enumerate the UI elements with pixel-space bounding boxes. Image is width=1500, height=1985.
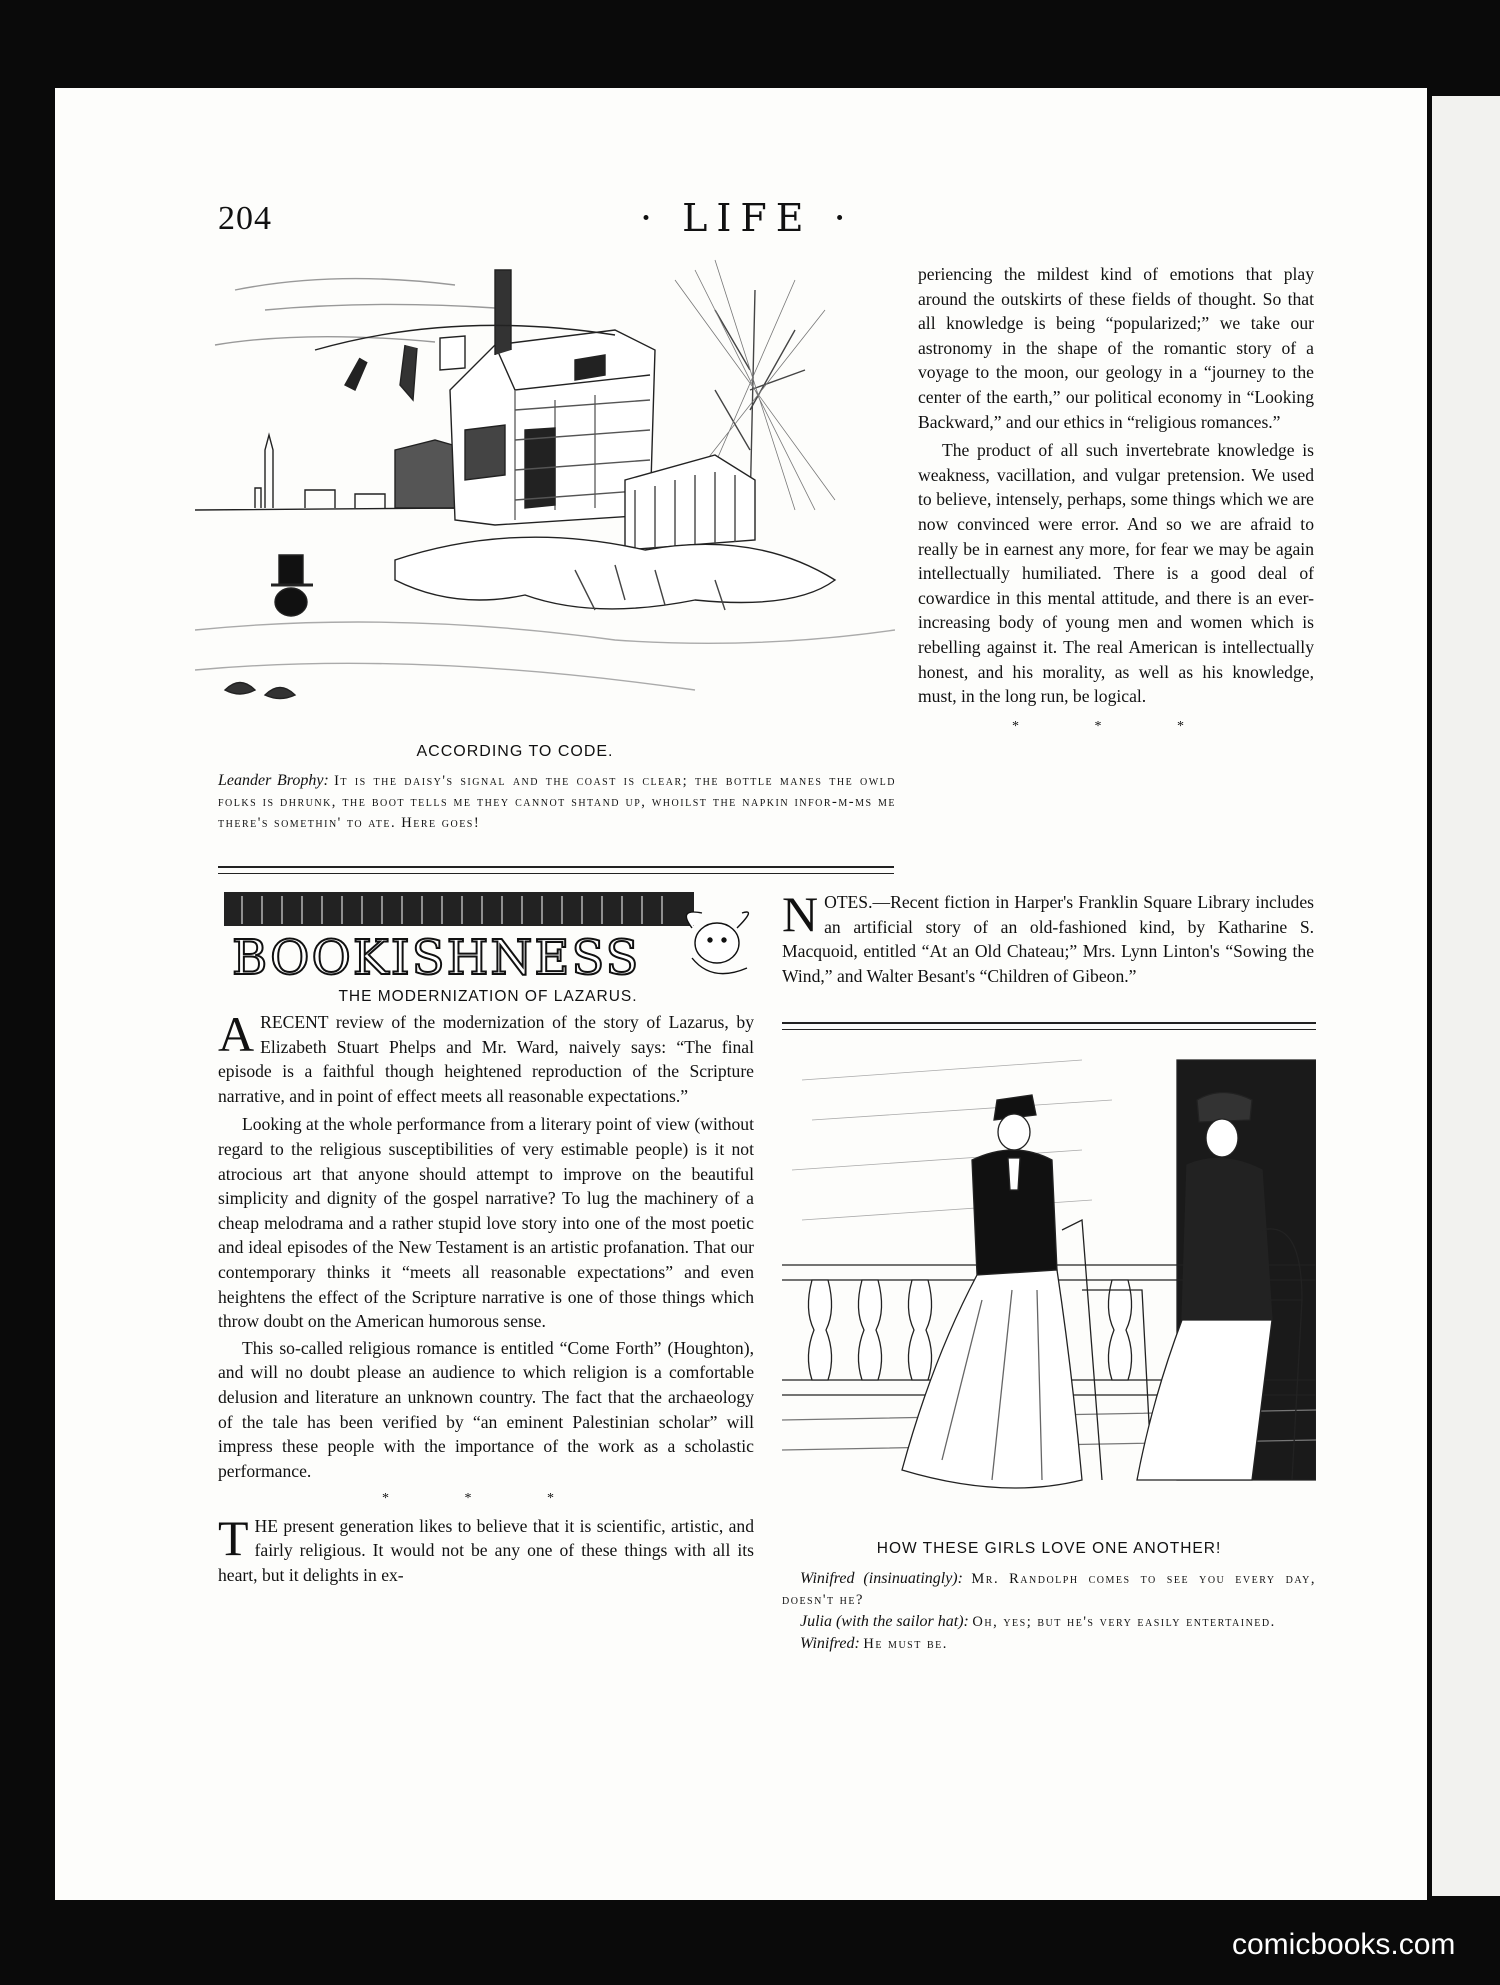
dialog-speaker: Winifred (insinuatingly): <box>800 1570 963 1587</box>
bookishness-paragraph-4 <box>218 1509 754 1588</box>
left-column-text <box>218 1006 754 1588</box>
bottom-cartoon-illustration <box>782 1040 1316 1540</box>
bookishness-paragraph-1-text: RECENT review of the modernization of the story of Lazarus, by Elizabeth Stuart Phelps and Mr. Ward, naively says: “The final episode is a faithful though heightened reproduction of the Scripture narrative, and in point of effect meets all reasonable expectations.” <box>218 1012 754 1106</box>
bookishness-paragraph-3: This so-called religious romance is entitled “Come Forth” (Houghton), and will no doubt please an audience to which religion is a comfortable delusion and literature an unknown country. The fact that the archaeology of the tale has been verified by “an eminent Palestinian scholar” will impress these people with the importance of the work as a scholastic performance. <box>218 1337 754 1481</box>
section-divider-right <box>782 1022 1316 1030</box>
bookishness-banner <box>222 888 762 988</box>
right-paragraph-2: The product of all such invertebrate knowledge is weakness, vacillation, and vulgar pretension. We used to believe, intensely, perhaps, some things which we are now convinced were error. And so we are afraid to really be in earnest any more, for fear we may be again intellectually humiliated. There is a good deal of cowardice in this mental attitude, and there is an ever-increasing body of young men and women which is rebelling against it. The real American is intellectually honest, and his morality, as well as his knowledge, must, in the long run, be logical. <box>918 440 1314 707</box>
dialog-line <box>782 1633 1316 1655</box>
bookishness-paragraph-4-text: HE present generation likes to believe that it is scientific, artistic, and fairly religious. It would not be any one of these things with all its heart, but it delights in ex- <box>218 1515 754 1586</box>
next-page-edge <box>1432 96 1500 1896</box>
notes-text: OTES.—Recent fiction in Harper's Franklin Square Library includes an artificial story of an old-fashioned kind, by Katharine S. Macquoid, entitled “At an Old Chateau;” Mrs. Lynn Linton's “Sowing the Wind,” and Walter Besant's “Children of Gibeon.” <box>782 892 1314 986</box>
dialog-line <box>782 1568 1316 1611</box>
masthead: · LIFE · <box>640 196 855 240</box>
dialog-text: Oh, yes; but he's very easily entertained. <box>972 1614 1276 1630</box>
right-section-stars: * * * <box>1012 718 1220 734</box>
top-cartoon-caption <box>218 770 896 834</box>
bottom-cartoon-dialog <box>782 1568 1316 1655</box>
page-number: 204 <box>218 200 272 237</box>
bookishness-heading: THE MODERNIZATION OF LAZARUS. <box>338 988 638 1005</box>
top-cartoon-illustration <box>195 250 895 730</box>
right-paragraph-1: periencing the mildest kind of emotions that play around the outskirts of these fields of thought. So that all knowledge is being “popularized;” we take our astronomy in the shape of the romantic story of a voyage to the moon, our geology in a “journey to the center of the earth,” our political economy in “Looking Backward,” and our ethics in “religious romances.” <box>918 264 1314 432</box>
dialog-line <box>782 1611 1316 1633</box>
dropcap-n: N <box>782 886 819 942</box>
dropcap-a: A <box>218 1006 255 1062</box>
bookishness-stars: * * * <box>382 1491 590 1507</box>
top-cartoon-speaker: Leander Brophy: <box>218 772 329 789</box>
dialog-text: He must be. <box>863 1636 948 1652</box>
bookishness-paragraph-1 <box>218 1006 754 1108</box>
dialog-speaker: Julia (with the sailor hat): <box>800 1613 969 1630</box>
notes-section <box>782 886 1314 988</box>
bottom-cartoon-title: HOW THESE GIRLS LOVE ONE ANOTHER! <box>876 1540 1222 1557</box>
dialog-text: Mr. Randolph comes to see you every day, doesn't he? <box>782 1571 1316 1608</box>
watermark: comicbooks.com <box>1232 1928 1456 1961</box>
top-cartoon-caption-text: It is the daisy's signal and the coast is clear; the bottle manes the owld folks is dhrunk, the boot tells me they cannot shtand up, whoilst the napkin infor-m-ms me there's somethin' to ate. Here goes! <box>218 773 897 831</box>
top-cartoon-title: ACCORDING TO CODE. <box>416 743 614 760</box>
dialog-speaker: Winifred: <box>800 1635 860 1652</box>
bookishness-paragraph-2: Looking at the whole performance from a literary point of view (without regard to the religious susceptibilities of very estimable people) is it not atrocious art that anyone should attempt to improve on the beautiful simplicity and dignity of the gospel narrative? To lug the machinery of a cheap melodrama and a rather stupid love story into one of the most poetic and ideal episodes of the New Testament is an artistic profanation. That our contemporary thinks it “meets all reasonable expectations” and even heightens the effect of the Scripture narrative is one of those things which throw doubt on the American humorous sense. <box>218 1114 754 1332</box>
section-divider-left <box>218 866 894 874</box>
dropcap-t: T <box>218 1509 249 1566</box>
bookishness-banner-text: BOOKISHNESS <box>232 930 641 986</box>
right-column-text <box>918 262 1314 739</box>
